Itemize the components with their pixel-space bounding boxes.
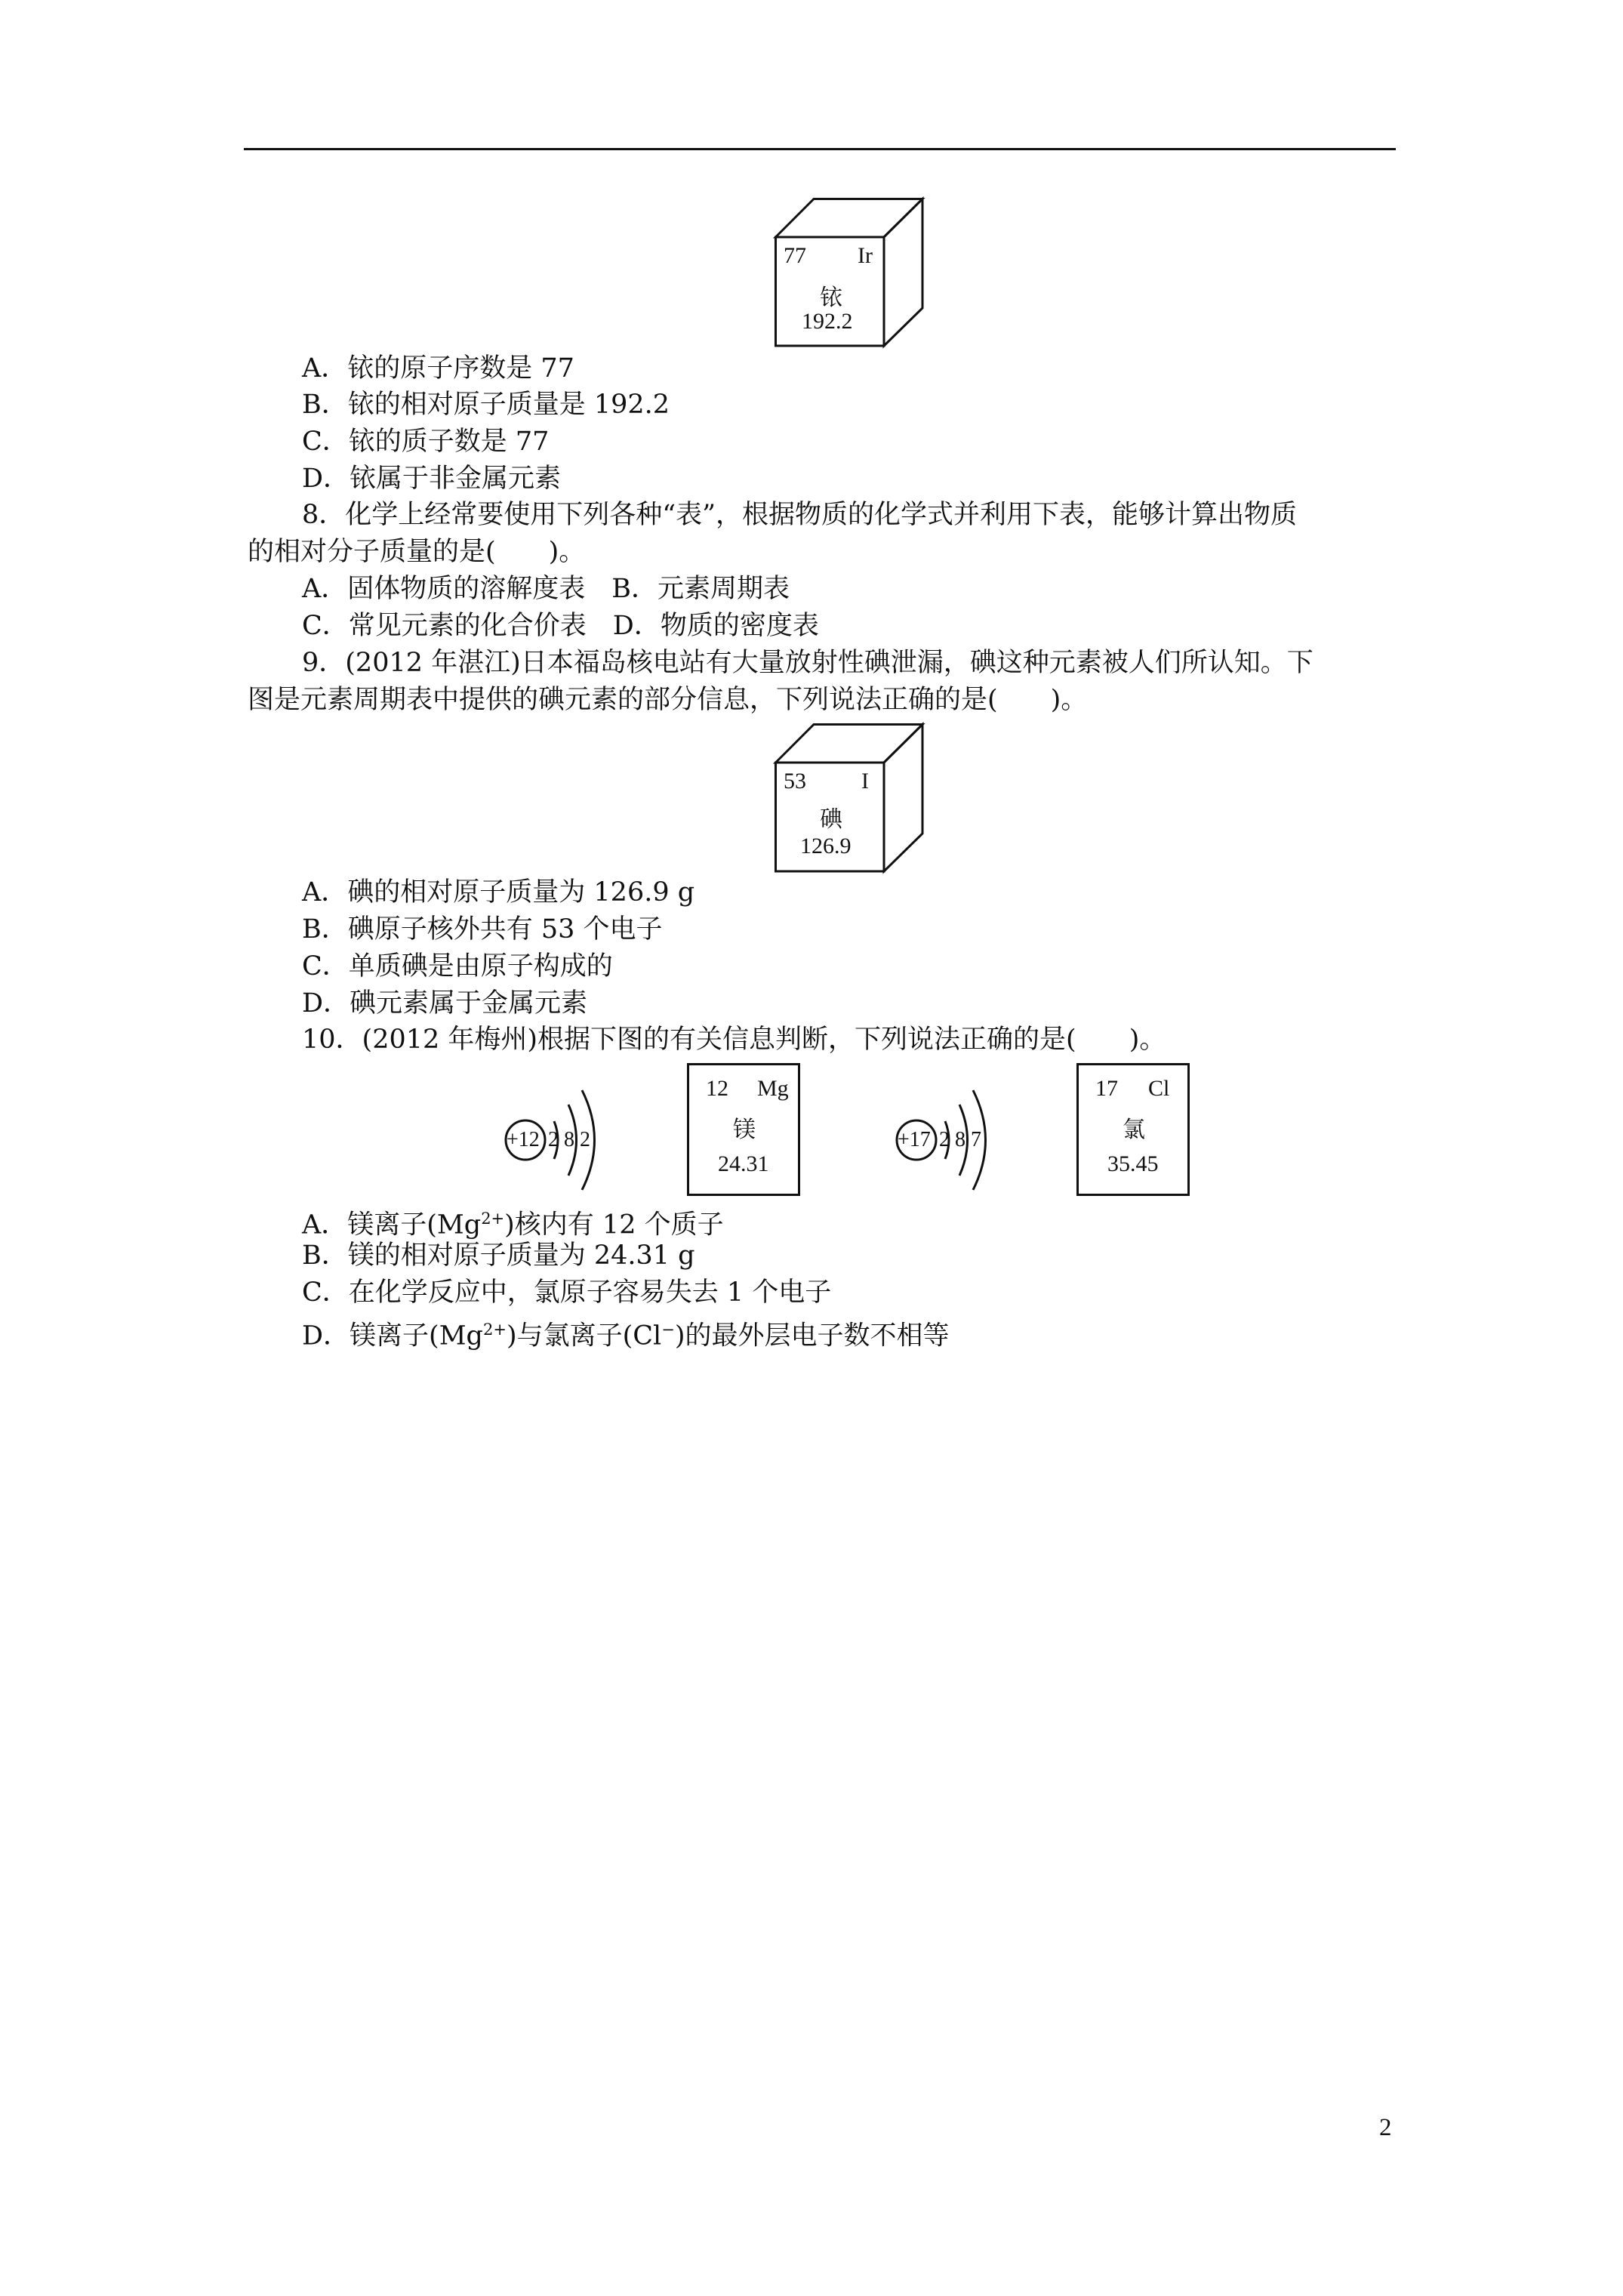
header-rule <box>244 148 1396 150</box>
atomic-mass: 192.2 <box>802 309 853 334</box>
q10-option-d <box>302 1313 950 1353</box>
atomic-mass: 35.45 <box>1107 1151 1159 1176</box>
q8-options-row2: C．常见元素的化合价表 D．物质的密度表 <box>302 611 819 641</box>
element-symbol: I <box>861 769 869 794</box>
element-symbol: Ir <box>858 243 873 268</box>
atomic-number: 12 <box>706 1076 728 1101</box>
q8-stem-line2: 的相对分子质量的是( )。 <box>248 537 586 567</box>
nucleus-charge: +12 <box>507 1128 540 1151</box>
mg-atom-structure <box>495 1080 631 1200</box>
atomic-number: 17 <box>1095 1076 1118 1101</box>
ion-charge: − <box>661 1321 675 1339</box>
ion-charge: 2+ <box>482 1321 507 1339</box>
q9-stem-line1: 9．(2012 年湛江)日本福岛核电站有大量放射性碘泄漏，碘这种元素被人们所认知。下 <box>302 648 1313 678</box>
q10-option-b: B．镁的相对原子质量为 24.31 g <box>302 1240 695 1271</box>
element-symbol: Cl <box>1148 1076 1170 1101</box>
ion-charge: 2+ <box>481 1210 505 1228</box>
q7-option-d: D．铱属于非金属元素 <box>302 464 562 494</box>
iodine-element-card <box>775 723 925 874</box>
option-text: )与氯离子(Cl <box>506 1321 662 1351</box>
option-text: )的最外层电子数不相等 <box>674 1321 950 1351</box>
element-name: 碘 <box>820 807 842 832</box>
q9-option-c: C．单质碘是由原子构成的 <box>302 951 613 982</box>
atomic-mass: 126.9 <box>800 834 852 858</box>
q9-option-b: B．碘原子核外共有 53 个电子 <box>302 914 663 945</box>
nucleus-charge: +17 <box>898 1128 931 1151</box>
atomic-mass: 24.31 <box>718 1151 769 1176</box>
option-text: )核内有 12 个质子 <box>504 1210 724 1240</box>
electron-shells: 2 8 2 <box>548 1128 590 1151</box>
element-name: 氯 <box>1123 1117 1145 1142</box>
q10-option-a <box>302 1202 724 1242</box>
atomic-number: 53 <box>784 769 806 794</box>
q9-option-d: D．碘元素属于金属元素 <box>302 988 588 1019</box>
q7-option-b: B．铱的相对原子质量是 192.2 <box>302 390 670 420</box>
q10-option-c: C．在化学反应中，氯原子容易失去 1 个电子 <box>302 1277 832 1308</box>
element-name: 镁 <box>733 1117 756 1142</box>
q7-option-a: A．铱的原子序数是 77 <box>302 353 574 384</box>
page-number: 2 <box>1379 2114 1392 2141</box>
option-text: D．镁离子(Mg <box>302 1321 483 1351</box>
q8-options-row1: A．固体物质的溶解度表 B．元素周期表 <box>302 574 790 604</box>
mg-element-card <box>687 1063 800 1196</box>
q7-option-c: C．铱的质子数是 77 <box>302 427 550 457</box>
element-symbol: Mg <box>757 1076 789 1101</box>
q8-stem-line1: 8．化学上经常要使用下列各种“表”，根据物质的化学式并利用下表，能够计算出物质 <box>302 500 1298 530</box>
q9-option-a: A．碘的相对原子质量为 126.9 g <box>302 877 695 908</box>
cl-element-card <box>1076 1063 1190 1196</box>
ir-element-card <box>775 198 925 349</box>
cl-atom-structure <box>886 1080 1022 1200</box>
electron-shells: 2 8 7 <box>939 1128 981 1151</box>
atomic-number: 77 <box>784 243 806 268</box>
q9-stem-line2: 图是元素周期表中提供的碘元素的部分信息，下列说法正确的是( )。 <box>248 685 1088 715</box>
q10-stem: 10．(2012 年梅州)根据下图的有关信息判断，下列说法正确的是( )。 <box>302 1025 1166 1055</box>
option-text: A．镁离子(Mg <box>302 1210 482 1240</box>
element-name: 铱 <box>820 285 842 310</box>
